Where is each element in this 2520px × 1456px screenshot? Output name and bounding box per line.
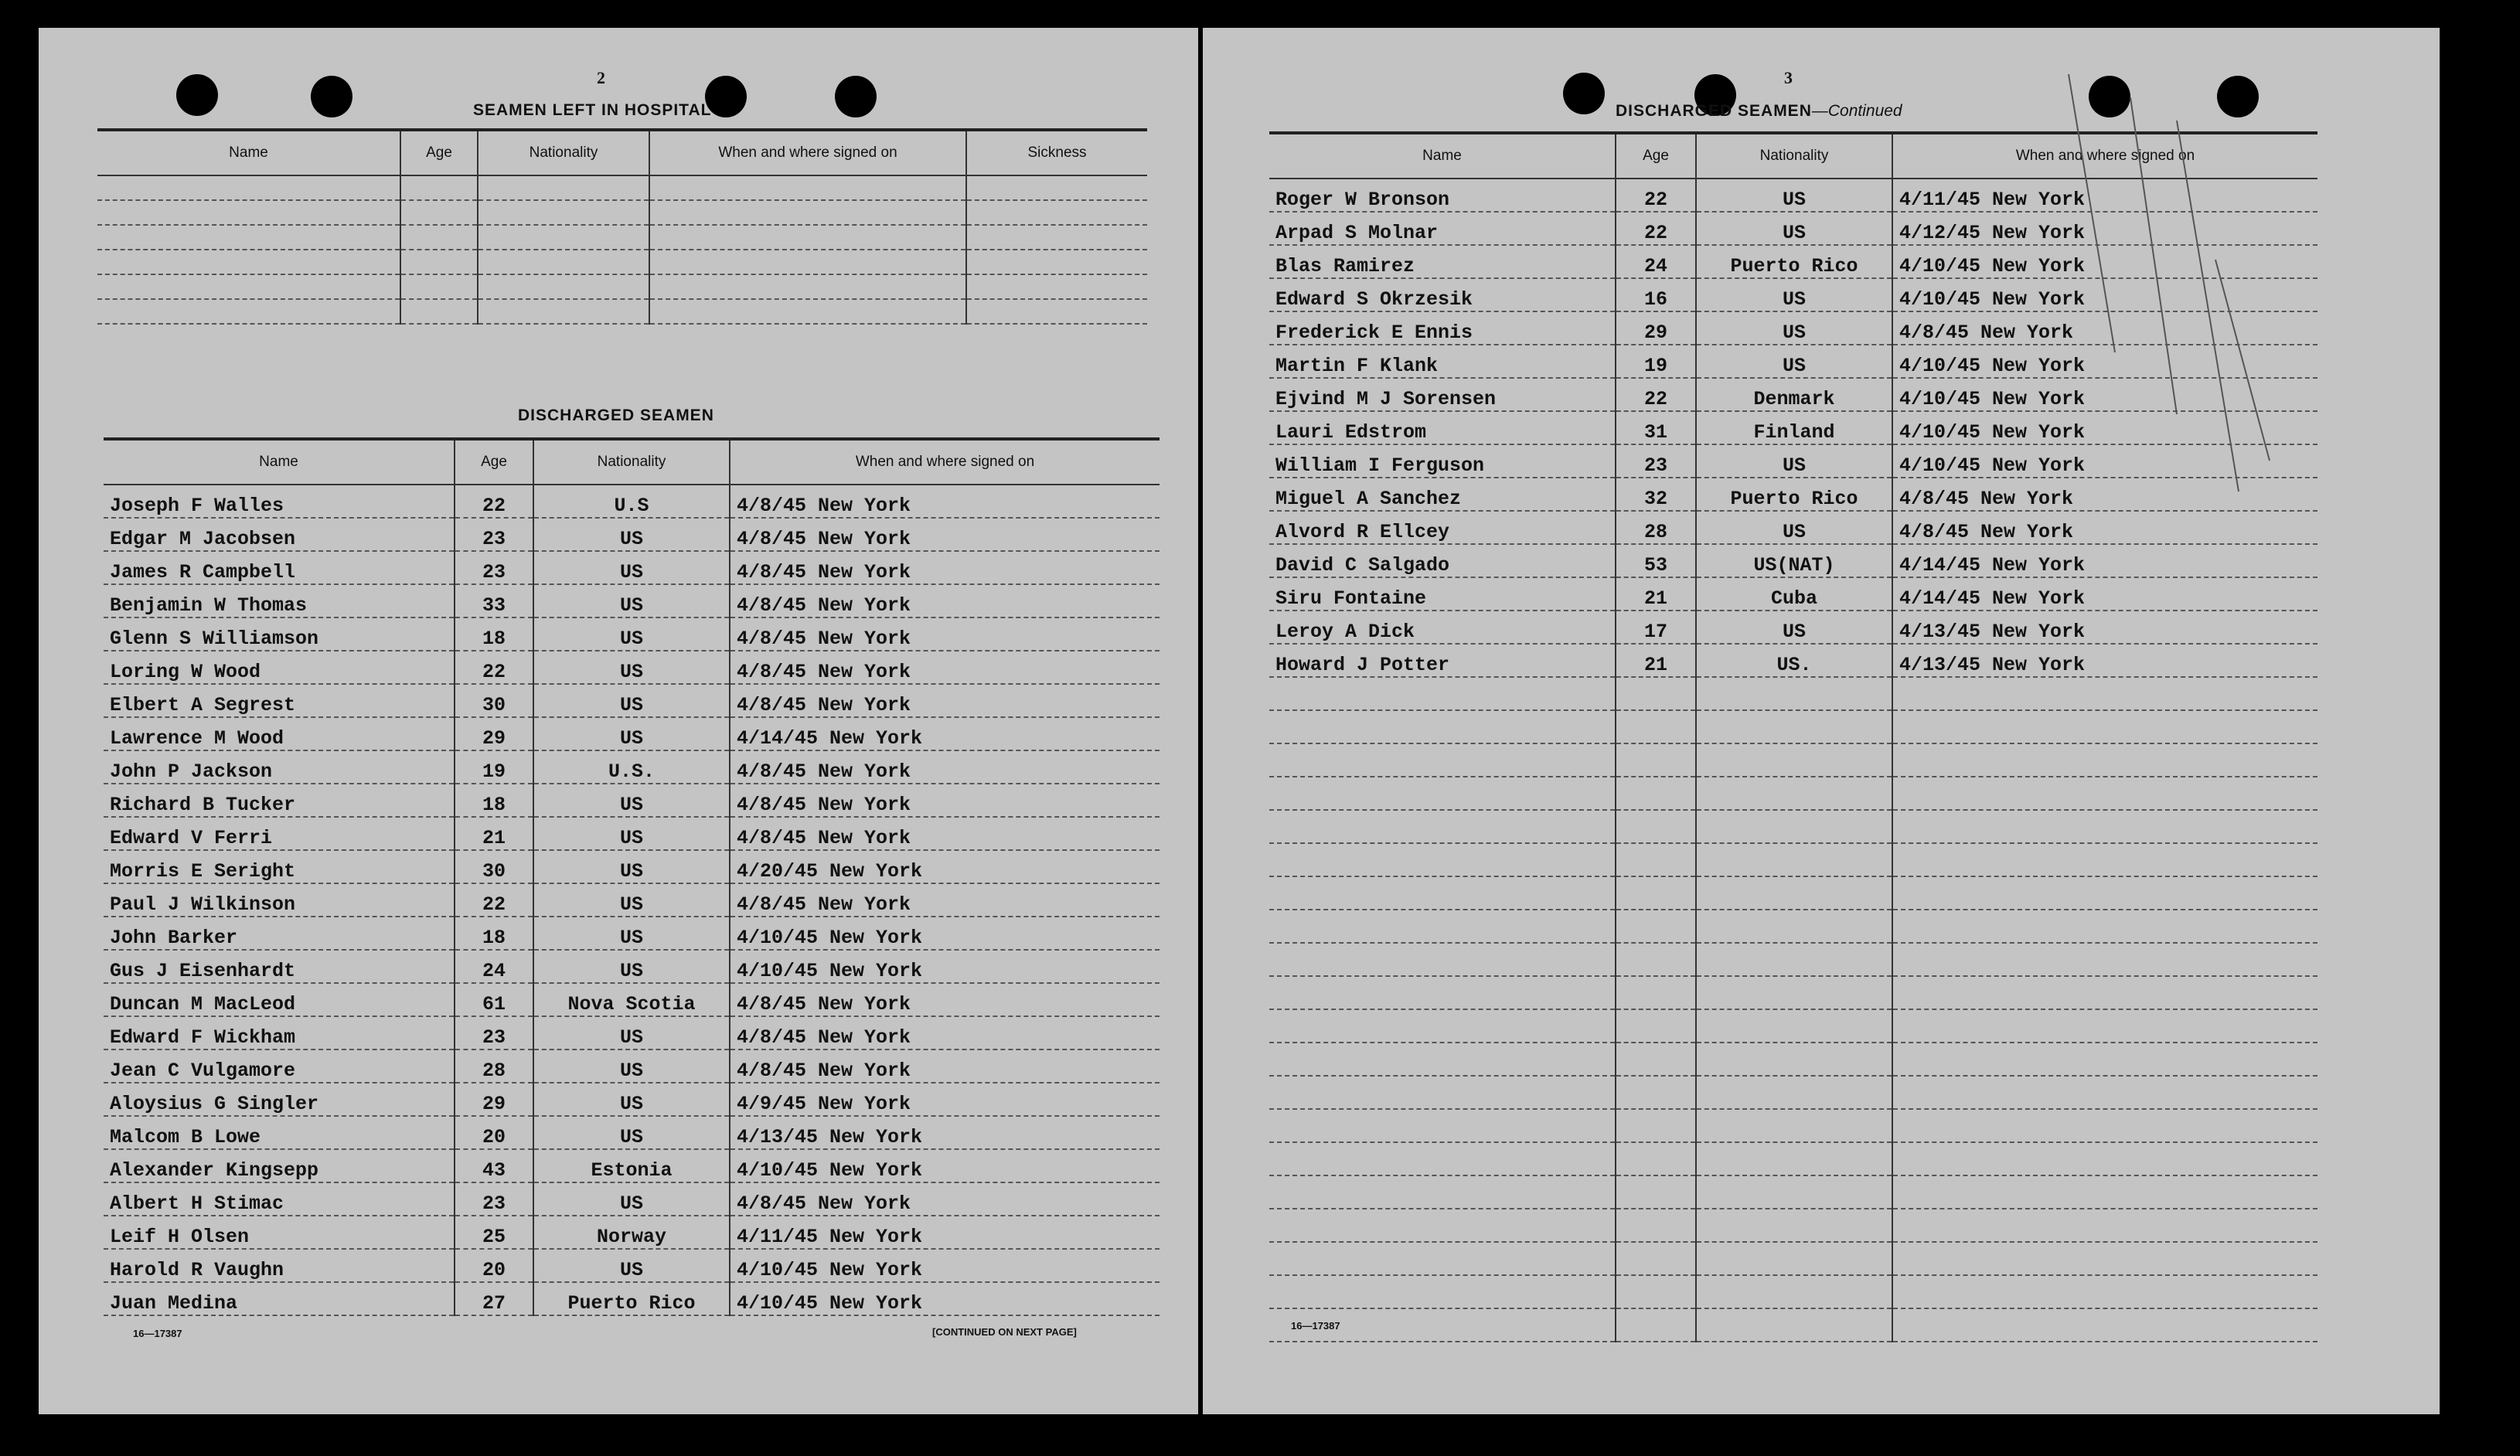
continued-column-header: When and where signed on: [1892, 133, 2317, 179]
table-row: [104, 983, 1160, 1016]
cell-signed-on: 4/12/45 New York: [1892, 212, 2317, 245]
cell-age: 22: [1616, 212, 1696, 245]
cell-age: 30: [455, 684, 533, 717]
table-row: [104, 485, 1160, 518]
cell-name: William I Ferguson: [1269, 444, 1616, 478]
cell-nationality: US: [533, 1049, 730, 1083]
cell-nationality: US: [533, 1249, 730, 1282]
cell-age: 23: [455, 551, 533, 584]
cell-age: 53: [1616, 544, 1696, 577]
cell-name: John P Jackson: [104, 750, 455, 784]
cell-name: Ejvind M J Sorensen: [1269, 378, 1616, 411]
cell-signed-on: 4/14/45 New York: [1892, 577, 2317, 611]
cell-nationality: Estonia: [533, 1149, 730, 1182]
cell-nationality: US: [533, 817, 730, 850]
cell-age: 33: [455, 584, 533, 617]
cell-nationality: US: [533, 1116, 730, 1149]
empty-row: [97, 225, 1147, 250]
cell-nationality: US: [1696, 278, 1892, 311]
cell-age: 29: [455, 1083, 533, 1116]
cell-nationality: US: [533, 684, 730, 717]
empty-cell: [97, 274, 400, 299]
continued-column-header: Name: [1269, 133, 1616, 179]
cell-nationality: US: [533, 850, 730, 883]
cell-age: 29: [455, 717, 533, 750]
cell-age: 61: [455, 983, 533, 1016]
table-row: [104, 1049, 1160, 1083]
punch-hole: [835, 76, 877, 117]
cell-signed-on: 4/8/45 New York: [730, 983, 1160, 1016]
table-row: [104, 1083, 1160, 1116]
cell-signed-on: 4/8/45 New York: [1892, 511, 2317, 544]
cell-name: Glenn S Williamson: [104, 617, 455, 651]
cell-signed-on: 4/8/45 New York: [730, 750, 1160, 784]
table-row: [104, 1216, 1160, 1249]
table-row: [104, 1282, 1160, 1315]
cell-name: Siru Fontaine: [1269, 577, 1616, 611]
empty-cell: [400, 175, 478, 200]
table-row: [104, 883, 1160, 917]
empty-cell: [400, 274, 478, 299]
cell-age: 21: [455, 817, 533, 850]
empty-cell: [649, 299, 966, 324]
table-row: [104, 1249, 1160, 1282]
cell-signed-on: 4/20/45 New York: [730, 850, 1160, 883]
cell-signed-on: 4/8/45 New York: [1892, 478, 2317, 511]
cell-nationality: US: [533, 584, 730, 617]
cell-signed-on: 4/8/45 New York: [730, 1182, 1160, 1216]
table-row: [104, 784, 1160, 817]
table-row: [104, 717, 1160, 750]
cell-nationality: US: [533, 1083, 730, 1116]
empty-row: [97, 250, 1147, 274]
empty-cell: [400, 299, 478, 324]
form-code: 16—17387: [133, 1328, 182, 1339]
cell-age: 24: [1616, 245, 1696, 278]
hospital-column-header: Sickness: [966, 130, 1147, 175]
empty-cell: [97, 175, 400, 200]
cell-name: Frederick E Ennis: [1269, 311, 1616, 345]
cell-nationality: US: [1696, 212, 1892, 245]
table-row: [104, 850, 1160, 883]
cell-nationality: US: [533, 617, 730, 651]
cell-signed-on: 4/10/45 New York: [730, 1149, 1160, 1182]
empty-cell: [97, 299, 400, 324]
empty-row: [97, 299, 1147, 324]
empty-row: [97, 274, 1147, 299]
cell-age: 18: [455, 617, 533, 651]
empty-cell: [966, 274, 1147, 299]
scratch-marks: [1203, 28, 2440, 1414]
cell-name: Richard B Tucker: [104, 784, 455, 817]
cell-name: Blas Ramirez: [1269, 245, 1616, 278]
cell-nationality: Puerto Rico: [1696, 478, 1892, 511]
section-title: DISCHARGED SEAMEN: [1616, 102, 1812, 120]
cell-age: 25: [455, 1216, 533, 1249]
cell-name: Lauri Edstrom: [1269, 411, 1616, 444]
cell-nationality: US: [1696, 444, 1892, 478]
punch-hole: [176, 74, 218, 116]
right-page: [1203, 28, 2440, 1414]
cell-signed-on: 4/8/45 New York: [730, 617, 1160, 651]
table-row: [104, 917, 1160, 950]
discharged-column-header: When and where signed on: [730, 439, 1160, 485]
hospital-column-header: When and where signed on: [649, 130, 966, 175]
cell-nationality: US: [533, 717, 730, 750]
table-row: [104, 750, 1160, 784]
cell-nationality: US: [533, 1182, 730, 1216]
cell-nationality: US: [533, 651, 730, 684]
cell-age: 43: [455, 1149, 533, 1182]
table-row: [104, 617, 1160, 651]
cell-age: 20: [455, 1116, 533, 1149]
cell-signed-on: 4/8/45 New York: [730, 485, 1160, 518]
table-row: [104, 651, 1160, 684]
cell-name: Harold R Vaughn: [104, 1249, 455, 1282]
empty-cell: [478, 274, 649, 299]
cell-signed-on: 4/10/45 New York: [1892, 278, 2317, 311]
cell-nationality: US: [533, 784, 730, 817]
empty-cell: [400, 225, 478, 250]
cell-signed-on: 4/9/45 New York: [730, 1083, 1160, 1116]
empty-cell: [966, 175, 1147, 200]
cell-signed-on: 4/8/45 New York: [730, 651, 1160, 684]
cell-signed-on: 4/11/45 New York: [730, 1216, 1160, 1249]
cell-nationality: U.S: [533, 485, 730, 518]
cell-age: 23: [455, 1016, 533, 1049]
cell-name: Joseph F Walles: [104, 485, 455, 518]
cell-signed-on: 4/13/45 New York: [1892, 611, 2317, 644]
cell-age: 23: [1616, 444, 1696, 478]
cell-nationality: US.: [1696, 644, 1892, 677]
empty-cell: [97, 200, 400, 225]
cell-age: 28: [1616, 511, 1696, 544]
empty-cell: [478, 225, 649, 250]
table-row: [104, 950, 1160, 983]
empty-cell: [966, 225, 1147, 250]
empty-cell: [649, 175, 966, 200]
cell-name: Albert H Stimac: [104, 1182, 455, 1216]
cell-name: Alvord R Ellcey: [1269, 511, 1616, 544]
cell-age: 19: [455, 750, 533, 784]
table-row: [104, 1182, 1160, 1216]
cell-name: Edward S Okrzesik: [1269, 278, 1616, 311]
cell-name: Howard J Potter: [1269, 644, 1616, 677]
cell-nationality: Norway: [533, 1216, 730, 1249]
empty-cell: [400, 250, 478, 274]
cell-age: 32: [1616, 478, 1696, 511]
cell-age: 22: [455, 651, 533, 684]
cell-nationality: US: [533, 551, 730, 584]
cell-nationality: US: [1696, 511, 1892, 544]
cell-age: 23: [455, 1182, 533, 1216]
empty-cell: [649, 225, 966, 250]
cell-name: Morris E Seright: [104, 850, 455, 883]
cell-age: 24: [455, 950, 533, 983]
empty-cell: [478, 299, 649, 324]
discharged-section-title: DISCHARGED SEAMEN: [518, 407, 714, 424]
cell-name: Duncan M MacLeod: [104, 983, 455, 1016]
hospital-column-header: Name: [97, 130, 400, 175]
cell-nationality: US: [533, 518, 730, 551]
cell-age: 21: [1616, 644, 1696, 677]
table-row: [104, 1116, 1160, 1149]
cell-name: Edward F Wickham: [104, 1016, 455, 1049]
cell-signed-on: 4/8/45 New York: [730, 551, 1160, 584]
cell-signed-on: 4/8/45 New York: [730, 1016, 1160, 1049]
punch-hole: [311, 76, 352, 117]
empty-cell: [400, 200, 478, 225]
table-row: [104, 1016, 1160, 1049]
discharged-column-header: Name: [104, 439, 455, 485]
cell-name: Alexander Kingsepp: [104, 1149, 455, 1182]
hospital-column-header: Nationality: [478, 130, 649, 175]
cell-signed-on: 4/8/45 New York: [730, 817, 1160, 850]
cell-age: 17: [1616, 611, 1696, 644]
cell-nationality: Denmark: [1696, 378, 1892, 411]
cell-signed-on: 4/10/45 New York: [730, 917, 1160, 950]
cell-signed-on: 4/8/45 New York: [730, 883, 1160, 917]
cell-nationality: Puerto Rico: [533, 1282, 730, 1315]
table-row: [104, 817, 1160, 850]
empty-cell: [478, 250, 649, 274]
left-page: [39, 28, 1198, 1414]
cell-age: 18: [455, 917, 533, 950]
cell-nationality: Nova Scotia: [533, 983, 730, 1016]
cell-signed-on: 4/10/45 New York: [1892, 245, 2317, 278]
cell-nationality: Finland: [1696, 411, 1892, 444]
cell-name: John Barker: [104, 917, 455, 950]
cell-name: Jean C Vulgamore: [104, 1049, 455, 1083]
cell-name: Edward V Ferri: [104, 817, 455, 850]
table-row: [104, 684, 1160, 717]
cell-signed-on: 4/8/45 New York: [730, 584, 1160, 617]
cell-name: Aloysius G Singler: [104, 1083, 455, 1116]
cell-nationality: US: [1696, 611, 1892, 644]
hospital-column-header: Age: [400, 130, 478, 175]
cell-signed-on: 4/8/45 New York: [730, 684, 1160, 717]
cell-name: Roger W Bronson: [1269, 179, 1616, 212]
empty-row: [97, 175, 1147, 200]
continued-note: [CONTINUED ON NEXT PAGE]: [932, 1326, 1077, 1338]
hospital-section-title: SEAMEN LEFT IN HOSPITAL: [473, 101, 712, 119]
cell-nationality: US: [1696, 345, 1892, 378]
cell-signed-on: 4/10/45 New York: [1892, 378, 2317, 411]
cell-nationality: US(NAT): [1696, 544, 1892, 577]
hospital-table: [97, 128, 1147, 325]
cell-signed-on: 4/8/45 New York: [1892, 311, 2317, 345]
empty-cell: [966, 250, 1147, 274]
cell-signed-on: 4/8/45 New York: [730, 784, 1160, 817]
cell-nationality: US: [1696, 179, 1892, 212]
empty-cell: [966, 299, 1147, 324]
cell-name: Arpad S Molnar: [1269, 212, 1616, 245]
cell-signed-on: 4/14/45 New York: [1892, 544, 2317, 577]
cell-signed-on: 4/13/45 New York: [730, 1116, 1160, 1149]
cell-age: 22: [1616, 179, 1696, 212]
discharged-column-header: Nationality: [533, 439, 730, 485]
cell-nationality: US: [533, 917, 730, 950]
cell-age: 18: [455, 784, 533, 817]
cell-name: Juan Medina: [104, 1282, 455, 1315]
cell-age: 29: [1616, 311, 1696, 345]
cell-name: Paul J Wilkinson: [104, 883, 455, 917]
cell-signed-on: 4/10/45 New York: [730, 1249, 1160, 1282]
cell-name: Miguel A Sanchez: [1269, 478, 1616, 511]
cell-nationality: Puerto Rico: [1696, 245, 1892, 278]
cell-age: 22: [1616, 378, 1696, 411]
cell-age: 30: [455, 850, 533, 883]
continued-label: —Continued: [1811, 102, 1902, 120]
empty-cell: [97, 250, 400, 274]
cell-name: Martin F Klank: [1269, 345, 1616, 378]
cell-nationality: Cuba: [1696, 577, 1892, 611]
cell-nationality: US: [1696, 311, 1892, 345]
cell-signed-on: 4/10/45 New York: [730, 1282, 1160, 1315]
cell-signed-on: 4/8/45 New York: [730, 1049, 1160, 1083]
cell-signed-on: 4/10/45 New York: [1892, 345, 2317, 378]
cell-nationality: U.S.: [533, 750, 730, 784]
cell-name: Leif H Olsen: [104, 1216, 455, 1249]
cell-signed-on: 4/10/45 New York: [1892, 444, 2317, 478]
cell-age: 20: [455, 1249, 533, 1282]
form-code: 16—17387: [1291, 1320, 1340, 1332]
empty-cell: [478, 175, 649, 200]
cell-name: David C Salgado: [1269, 544, 1616, 577]
page-number: 2: [597, 68, 605, 87]
cell-signed-on: 4/10/45 New York: [1892, 411, 2317, 444]
cell-nationality: US: [533, 1016, 730, 1049]
cell-age: 23: [455, 518, 533, 551]
cell-name: Benjamin W Thomas: [104, 584, 455, 617]
cell-name: Leroy A Dick: [1269, 611, 1616, 644]
cell-nationality: US: [533, 883, 730, 917]
empty-cell: [478, 200, 649, 225]
empty-cell: [649, 200, 966, 225]
cell-name: Elbert A Segrest: [104, 684, 455, 717]
cell-age: 27: [455, 1282, 533, 1315]
cell-name: James R Campbell: [104, 551, 455, 584]
table-row: [104, 518, 1160, 551]
cell-age: 21: [1616, 577, 1696, 611]
cell-name: Lawrence M Wood: [104, 717, 455, 750]
cell-age: 31: [1616, 411, 1696, 444]
empty-cell: [649, 250, 966, 274]
cell-signed-on: 4/14/45 New York: [730, 717, 1160, 750]
page-number: 3: [1784, 68, 1793, 87]
continued-column-header: Nationality: [1696, 133, 1892, 179]
cell-name: Loring W Wood: [104, 651, 455, 684]
cell-age: 28: [455, 1049, 533, 1083]
empty-cell: [97, 225, 400, 250]
cell-age: 19: [1616, 345, 1696, 378]
cell-age: 22: [455, 485, 533, 518]
cell-signed-on: 4/11/45 New York: [1892, 179, 2317, 212]
cell-name: Edgar M Jacobsen: [104, 518, 455, 551]
table-row: [104, 584, 1160, 617]
cell-name: Malcom B Lowe: [104, 1116, 455, 1149]
empty-cell: [966, 200, 1147, 225]
cell-name: Gus J Eisenhardt: [104, 950, 455, 983]
cell-signed-on: 4/10/45 New York: [730, 950, 1160, 983]
discharged-table: [104, 437, 1160, 1316]
cell-nationality: US: [533, 950, 730, 983]
continued-column-header: Age: [1616, 133, 1696, 179]
empty-cell: [649, 274, 966, 299]
discharged-column-header: Age: [455, 439, 533, 485]
table-row: [104, 1149, 1160, 1182]
cell-signed-on: 4/8/45 New York: [730, 518, 1160, 551]
table-row: [104, 551, 1160, 584]
cell-age: 22: [455, 883, 533, 917]
cell-age: 16: [1616, 278, 1696, 311]
cell-signed-on: 4/13/45 New York: [1892, 644, 2317, 677]
empty-row: [97, 200, 1147, 225]
